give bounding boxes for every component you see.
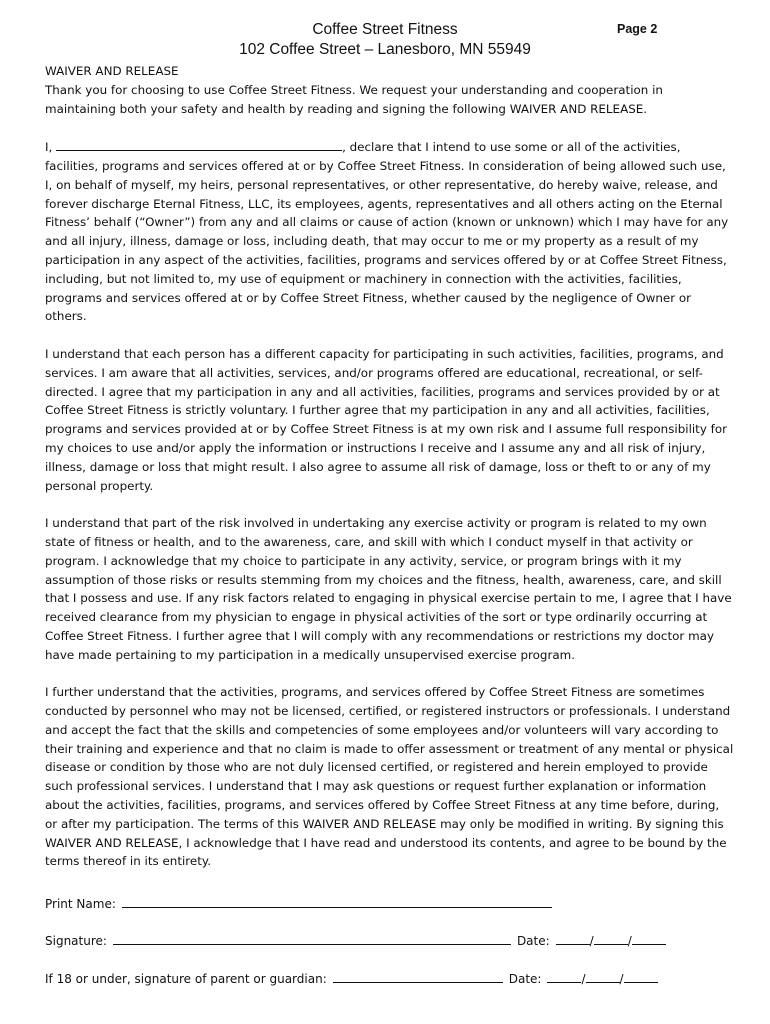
guardian-date-month-blank[interactable] [547, 971, 581, 983]
personnel-paragraph: I further understand that the activities, programs, and services offered by Coffee Street Fitness are sometimes conducted by personnel who may not be licensed, certified, or registered instructors or professionals. I understand and accept the fact that the skills and competencies of some employees and/or volunteers will vary according to their training and experience and that no claim is made to offer assessment or treatment of any mental or physical disease or condition by those who are not duly licensed certified, or registered and herein employed to provide such professional services. I understand that I may ask questions or request further explanation or information about the activities, facilities, programs, and services offered by Coffee Street Fitness at any time before, during, or after my participation. The terms of this WAIVER AND RELEASE may only be modified in writing. By signing this WAIVER AND RELEASE, I acknowledge that I have read and understood its contents, and agree to be bound by the terms thereof in its entirety. [45, 685, 734, 869]
date-sep: / [627, 934, 632, 948]
date-sep: / [589, 934, 594, 948]
print-name-label: Print Name: [45, 897, 116, 911]
declaration-text: , declare that I intend to use some or all of the activities, facilities, programs and services offered at or by Coffee Street Fitness. In consideration of being allowed such use, I, on behalf of myself, my heirs, personal representatives, or other representative, do hereby waive, release, and forever discharge Eternal Fitness, LLC, its employees, agents, representatives and all others acting on the Eternal Fitness’ behalf (“Owner”) from any and all claims or cause of action (known or unknown) which I may have for any and all injury, illness, damage or loss, including death, that may occur to me or my property as a result of my participation in any aspect of the activities, facilities, programs and services offered by or at Coffee Street Fitness, including, but not limited to, my use of equipment or machinery in connection with the activities, facilities, programs and services offered at or by Coffee Street Fitness, whether caused by the negligence of Owner or others. [45, 140, 729, 324]
print-name-row [45, 896, 552, 912]
signature-row [45, 933, 666, 949]
risk-paragraph: I understand that part of the risk involved in undertaking any exercise activity or program is related to my own state of fitness or health, and to the awareness, care, and skill with which I conduct myself in that activity or program. I acknowledge that my choice to participate in any activity, service, or program brings with it my assumption of those risks or results stemming from my choices and the fitness, health, awareness, care, and skill that I possess and use. If any risk factors related to engaging in physical exercise pertain to me, I agree that I have received clearance from my physician to engage in physical activities of the sort or type ordinarily occurring at Coffee Street Fitness. I further agree that I will comply with any recommendations or restrictions my doctor may have made pertaining to my participation in a medically unsupervised exercise program. [45, 516, 732, 662]
guardian-signature-line[interactable] [333, 971, 503, 983]
business-name: Coffee Street Fitness [312, 21, 458, 38]
page-number: Page 2 [617, 22, 658, 36]
section-title: WAIVER AND RELEASE [45, 64, 179, 78]
date-day-blank[interactable] [594, 933, 628, 945]
date-label: Date: [516, 934, 550, 948]
date-label: Date: [508, 972, 542, 986]
signature-label: Signature: [45, 934, 107, 948]
date-year-blank[interactable] [632, 933, 666, 945]
business-address: 102 Coffee Street – Lanesboro, MN 55949 [239, 41, 531, 58]
signature-line[interactable] [113, 933, 511, 945]
capacity-paragraph: I understand that each person has a different capacity for participating in such activities, facilities, programs, and services. I am aware that all activities, services, and/or programs offered are educational, recreational, or self-directed. I agree that my participation in any and all activities, facilities, programs and services provided by or at Coffee Street Fitness is strictly voluntary. I further agree that my participation in any and all activities, facilities, programs and services provided at or by Coffee Street Fitness is at my own risk and I assume full responsibility for my choices to use and/or apply the information or instructions I receive and I assume any and all risk of injury, illness, damage or loss that might result. I also agree to assume all risk of damage, loss or theft to or any of my personal property. [45, 346, 728, 493]
guardian-row [45, 971, 658, 987]
guardian-date-day-blank[interactable] [586, 971, 620, 983]
guardian-label: If 18 or under, signature of parent or guardian: [45, 972, 327, 986]
date-month-blank[interactable] [556, 933, 590, 945]
date-sep: / [581, 972, 586, 986]
print-name-line[interactable] [122, 896, 552, 908]
intro-paragraph: Thank you for choosing to use Coffee Street Fitness. We request your understanding and cooperation in maintaining both your safety and health by reading and signing the following WAIVER AND RELEASE. [45, 82, 663, 116]
waiver-body [45, 62, 735, 871]
declaration-prefix: I, [45, 140, 57, 155]
date-sep: / [619, 972, 624, 986]
declarant-name-blank[interactable] [56, 137, 342, 151]
declaration-paragraph [45, 137, 735, 326]
guardian-date-year-blank[interactable] [624, 971, 658, 983]
